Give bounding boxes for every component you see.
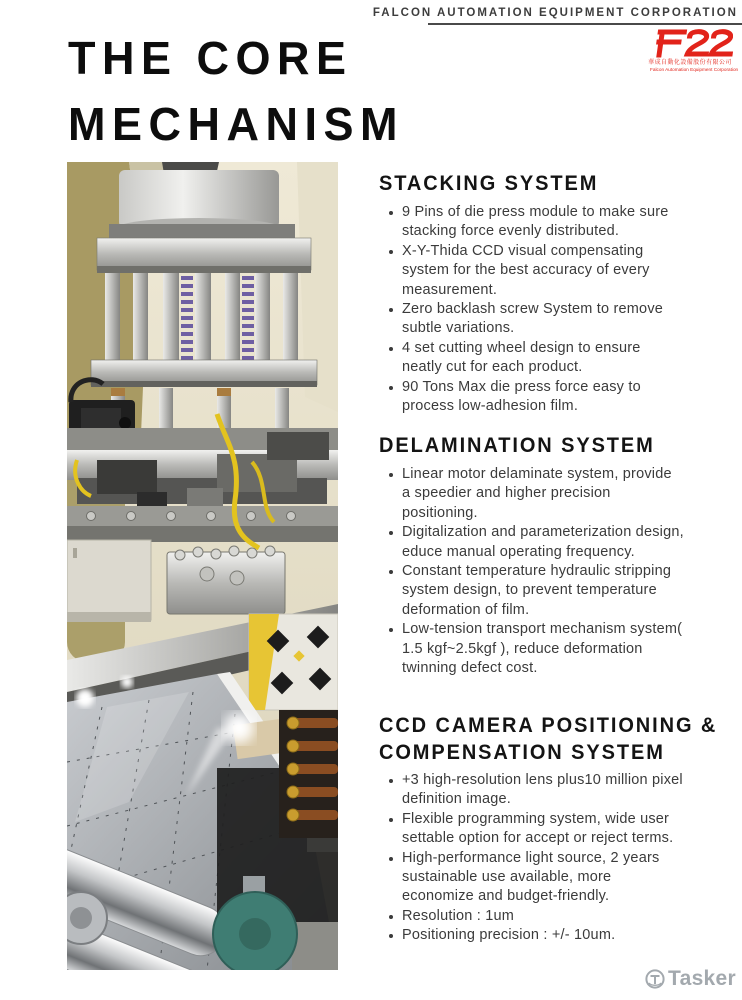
header-underline xyxy=(428,23,742,25)
top-press-plate xyxy=(97,238,311,273)
page-title-line1: THE CORE xyxy=(68,31,353,85)
tasker-logo-icon xyxy=(644,968,666,990)
logo-chinese-name: 華成自動化設備股份有限公司 xyxy=(648,59,732,66)
page-title xyxy=(68,24,404,156)
mid-machinery xyxy=(67,428,338,542)
bullet-item: Resolution : 1um xyxy=(379,907,684,926)
bullet-item: Zero backlash screw System to remove subtle variations. xyxy=(379,300,684,339)
section-stacking-system xyxy=(379,170,741,416)
guide-columns-and-springs xyxy=(105,273,298,363)
bullet-list xyxy=(379,465,741,678)
bullet-list xyxy=(379,203,741,416)
bullet-item: Positioning precision : +/- 10um. xyxy=(379,926,684,945)
page-title-line2: MECHANISM xyxy=(68,97,404,151)
section-heading: STACKING SYSTEM xyxy=(379,172,599,196)
bullet-item: X-Y-Thida CCD visual compensating system for the best accuracy of every measurement. xyxy=(379,242,684,300)
press-drum xyxy=(109,162,295,238)
bullet-list xyxy=(379,771,741,946)
bullet-item: 90 Tons Max die press force easy to process low-adhesion film. xyxy=(379,378,684,417)
bullet-item: Low-tension transport mechanism system( 1.5 kgf~2.5kgf ), reduce deformation twinning defect cost. xyxy=(379,620,684,678)
bullet-item: Constant temperature hydraulic stripping system design, to prevent temperature deformation of film. xyxy=(379,562,684,620)
watermark-label: Tasker xyxy=(668,967,736,990)
bullet-item: Digitalization and parameterization design, educe manual operating frequency. xyxy=(379,523,684,562)
machine-photo xyxy=(67,162,338,970)
tasker-watermark xyxy=(644,967,736,991)
bullet-item: 4 set cutting wheel design to ensure neatly cut for each product. xyxy=(379,339,684,378)
section-delamination-system xyxy=(379,432,741,678)
section-heading: CCD CAMERA POSITIONING & COMPENSATION SYSTEM xyxy=(379,714,718,765)
bolt-manifold-block xyxy=(167,546,285,614)
section-heading: DELAMINATION SYSTEM xyxy=(379,434,655,458)
electrical-box xyxy=(67,540,151,622)
bullet-item: Linear motor delaminate system, provide a speedier and higher precision positioning. xyxy=(379,465,684,523)
company-logo xyxy=(643,27,737,74)
bullet-item: High-performance light source, 2 years sustainable use available, more economize and budget-friendly. xyxy=(379,849,684,907)
yellow-control-plate xyxy=(249,614,338,710)
logo-f22-icon xyxy=(647,27,733,59)
company-name-header: FALCON AUTOMATION EQUIPMENT CORPORATION xyxy=(372,7,738,19)
logo-latin-name: Falcon Automation Equipment Corporation xyxy=(650,67,739,73)
section-ccd-camera-system xyxy=(379,712,741,946)
copper-fittings xyxy=(279,710,338,838)
bullet-item: Flexible programming system, wide user settable option for accept or reject terms. xyxy=(379,810,684,849)
bullet-item: 9 Pins of die press module to make sure stacking force evenly distributed. xyxy=(379,203,684,242)
bullet-item: +3 high-resolution lens plus10 million pixel definition image. xyxy=(379,771,684,810)
